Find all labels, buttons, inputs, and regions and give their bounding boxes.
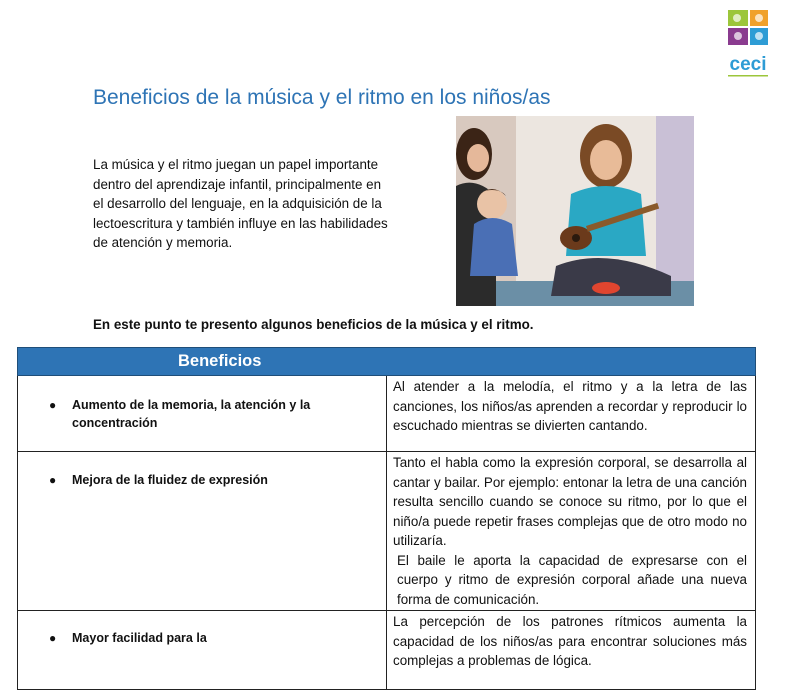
page-title: Beneficios de la música y el ritmo en los niños/as bbox=[93, 86, 551, 109]
intro-line: de atención y memoria. bbox=[93, 235, 233, 251]
table-header: Beneficios bbox=[18, 348, 756, 376]
intro-paragraph bbox=[93, 155, 428, 253]
lead-sentence: En este punto te presento algunos beneficios de la música y el ritmo. bbox=[93, 317, 534, 332]
benefit-desc: El baile le aporta la capacidad de expresarse con el cuerpo y ritmo de expresión corporal añade una nueva forma de comunicación. bbox=[397, 552, 747, 607]
table-row bbox=[18, 376, 756, 452]
benefit-name: Aumento de la memoria, la atención y la concentración bbox=[72, 397, 311, 430]
benefit-desc: Tanto el habla como la expresión corporal, se desarrolla al cantar y bailar. Por ejemplo: entonar la letra de una canción resulta sencillo cuando se conoce su ritmo, por lo que el niño/a puede repetir frases complejas que de otro modo no utilizaría. bbox=[393, 455, 747, 548]
intro-line: lectoescritura y también influye en las habilidades bbox=[93, 215, 388, 231]
intro-line: La música y el ritmo juegan un papel importante bbox=[93, 157, 379, 172]
benefits-table bbox=[17, 347, 756, 690]
benefit-name-cell bbox=[18, 452, 387, 611]
benefit-name-cell bbox=[18, 611, 387, 690]
benefit-desc: Al atender a la melodía, el ritmo y a la letra de las canciones, los niños/as aprenden a recordar y reproducir lo escuchado mientras se divierten cantando. bbox=[393, 379, 747, 433]
benefit-desc-cell bbox=[387, 452, 756, 611]
bullet-icon: ● bbox=[49, 398, 57, 412]
table-row bbox=[18, 611, 756, 690]
bullet-icon: ● bbox=[49, 473, 57, 487]
table-row bbox=[18, 452, 756, 611]
benefit-desc-cell bbox=[387, 376, 756, 452]
benefit-name-cell bbox=[18, 376, 387, 452]
bullet-icon: ● bbox=[49, 631, 57, 645]
logo-text: ceci bbox=[729, 54, 767, 75]
intro-line: el desarrollo del lenguaje, en la adquisición de la bbox=[93, 196, 382, 212]
benefit-desc: La percepción de los patrones rítmicos aumenta la capacidad de los niños/as para encontrar soluciones más complejas a problemas de lógica. bbox=[393, 614, 747, 668]
benefit-name: Mejora de la fluidez de expresión bbox=[72, 473, 268, 487]
photo-music-class bbox=[456, 116, 694, 306]
ceci-logo bbox=[722, 6, 774, 80]
intro-line: dentro del aprendizaje infantil, principalmente en bbox=[93, 176, 382, 192]
benefit-desc-cell bbox=[387, 611, 756, 690]
benefit-name: Mayor facilidad para la bbox=[72, 631, 207, 645]
